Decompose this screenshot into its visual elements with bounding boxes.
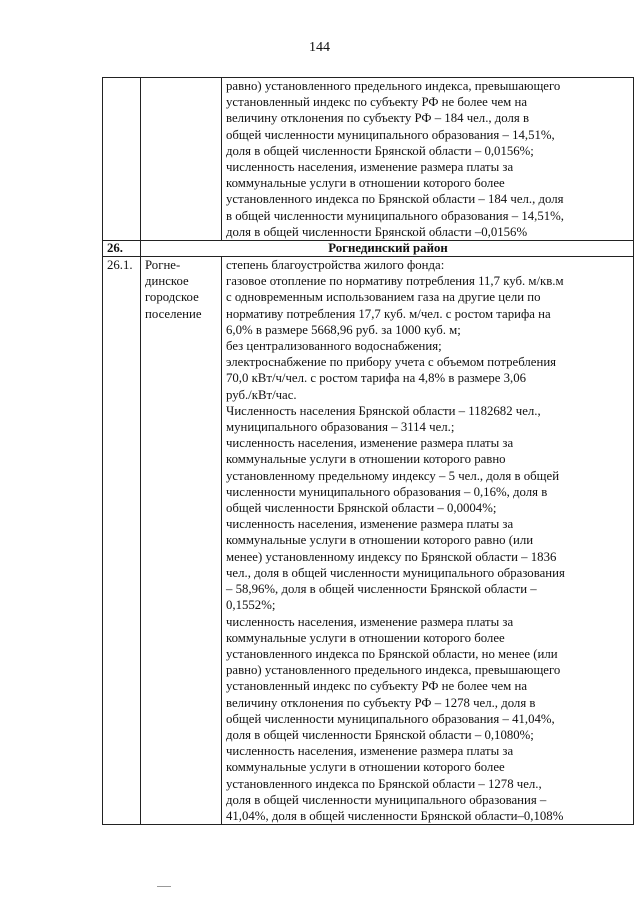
text-line: газовое отопление по нормативу потребления 11,7 куб. м/кв.м (226, 274, 564, 289)
municipality-line: городское (145, 290, 199, 305)
text-line: установленный индекс по субъекту РФ не более чем на (226, 679, 528, 694)
text-line: установленному предельному индексу – 5 чел., доля в общей (226, 468, 560, 483)
text-line: величину отклонения по субъекту РФ – 1278 чел., доля в (226, 695, 536, 710)
text-line: доля в общей численности муниципального образования – (226, 792, 547, 807)
text-line: общей численности Брянской области – 0,0004%; (226, 501, 497, 516)
entry-row (103, 257, 634, 825)
text-line: доля в общей численности Брянской области –0,0156% (226, 224, 528, 239)
text-line: коммунальные услуги в отношении которого равно (или (226, 533, 534, 548)
text-line: установленного индекса по Брянской области – 184 чел., доля (226, 192, 564, 207)
text-line: величину отклонения по субъекту РФ – 184 чел., доля в (226, 111, 530, 126)
text-line: коммунальные услуги в отношении которого более (226, 760, 505, 775)
text-line: коммунальные услуги в отношении которого равно (226, 452, 506, 467)
text-line: численность населения, изменение размера платы за (226, 744, 514, 759)
text-line: Численность населения Брянской области – 1182682 чел., (226, 403, 541, 418)
continuation-municipality-cell (141, 78, 222, 241)
text-line: степень благоустройства жилого фонда: (226, 258, 445, 273)
section-title: Рогнединский район (141, 241, 634, 257)
text-line: доля в общей численности Брянской области – 0,1080%; (226, 727, 534, 742)
text-line: менее) установленному индексу по Брянской области – 1836 (226, 549, 557, 564)
section-row (103, 241, 634, 257)
text-line: муниципального образования – 3114 чел.; (226, 420, 455, 435)
text-line: коммунальные услуги в отношении которого более (226, 176, 505, 191)
text-line: численность населения, изменение размера платы за (226, 436, 514, 451)
municipality-cell (141, 257, 222, 825)
municipality-line: Рогне- (145, 258, 181, 273)
continuation-number-cell (103, 78, 141, 241)
text-line: с одновременным использованием газа на другие цели по (226, 290, 541, 305)
text-line: электроснабжение по прибору учета с объемом потребления (226, 355, 557, 370)
municipality-line: динское (145, 274, 189, 289)
text-line: доля в общей численности Брянской области – 0,0156%; (226, 143, 534, 158)
text-line: численности муниципального образования – 0,16%, доля в (226, 484, 548, 499)
entry-text-cell (222, 257, 634, 825)
text-line: 0,1552%; (226, 598, 276, 613)
text-line: 6,0% в размере 5668,96 руб. за 1000 куб. м; (226, 322, 461, 337)
text-line: в общей численности муниципального образования – 14,51%, (226, 208, 564, 223)
continuation-text-cell (222, 78, 634, 241)
continuation-row (103, 78, 634, 241)
text-line: установленного индекса по Брянской области, но менее (или (226, 646, 558, 661)
page-number: 144 (309, 40, 330, 55)
text-line: 70,0 кВт/ч/чел. с ростом тарифа на 4,8% в размере 3,06 (226, 371, 527, 386)
text-line: общей численности муниципального образования – 14,51%, (226, 127, 555, 142)
entry-number: 26.1. (103, 257, 141, 825)
section-number: 26. (103, 241, 141, 257)
text-line: чел., доля в общей численности муниципального образования (226, 565, 565, 580)
text-line: коммунальные услуги в отношении которого более (226, 630, 505, 645)
text-line: равно) установленного предельного индекса, превышающего (226, 663, 561, 678)
text-line: нормативу потребления 17,7 куб. м/чел. с ростом тарифа на (226, 306, 551, 321)
text-line: без централизованного водоснабжения; (226, 339, 442, 354)
text-line: численность населения, изменение размера платы за (226, 160, 514, 175)
municipality-line: поселение (145, 306, 202, 321)
text-line: общей численности муниципального образования – 41,04%, (226, 711, 555, 726)
text-line: численность населения, изменение размера платы за (226, 517, 514, 532)
text-line: численность населения, изменение размера платы за (226, 614, 514, 629)
scan-mark (157, 886, 171, 887)
text-line: установленный индекс по субъекту РФ не более чем на (226, 95, 528, 110)
text-line: равно) установленного предельного индекса, превышающего (226, 79, 561, 93)
text-line: 41,04%, доля в общей численности Брянской области–0,108% (226, 808, 564, 823)
text-line: – 58,96%, доля в общей численности Брянской области – (226, 582, 537, 597)
text-line: установленного индекса по Брянской области – 1278 чел., (226, 776, 542, 791)
tariff-table (102, 77, 634, 825)
text-line: руб./кВт/час. (226, 387, 297, 402)
